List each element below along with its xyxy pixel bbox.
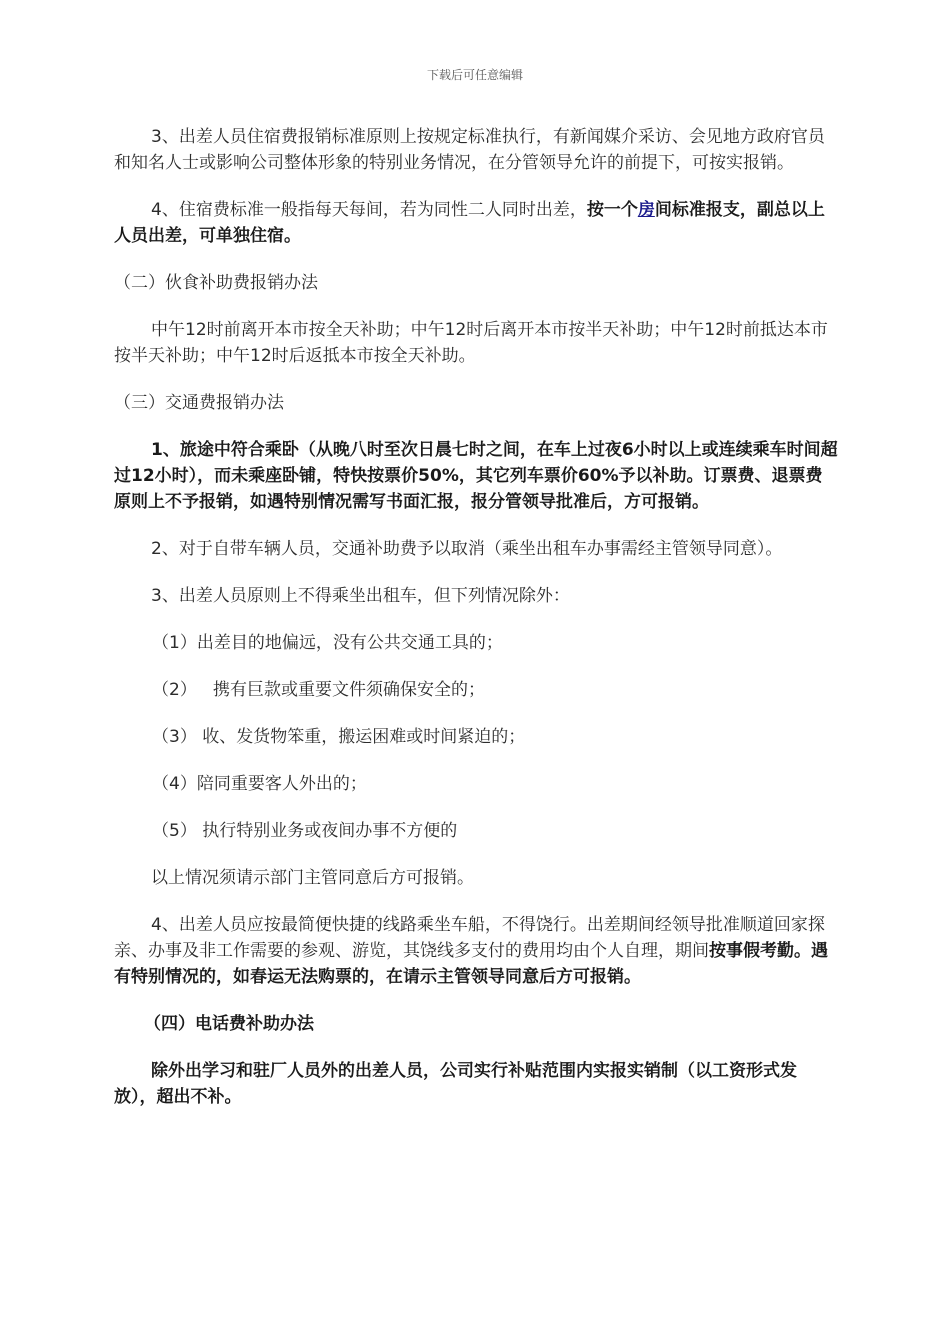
text-run: 除外出学习和驻厂人员外的出差人员，公司实行补贴范围内实报实销制（以工资形式发放），超出不补。 xyxy=(114,1061,797,1107)
text-run: 3、出差人员原则上不得乘坐出租车，但下列情况除外： xyxy=(151,586,570,606)
para-lodging-standard xyxy=(114,124,838,176)
list-item-5 xyxy=(114,818,838,844)
section-heading-meal xyxy=(114,270,838,296)
document-body xyxy=(114,124,838,1110)
para-approval-note xyxy=(114,865,838,891)
text-run: 1、旅途中符合乘卧（从晚八时至次日晨七时之间，在车上过夜6小时以上或连续乘车时间超过12小时），而未乘座卧铺，特快按票价50%，其它列车票价60%予以补助。订票费、退票费原则上不予报销，如遇特别情况需写书面汇报，报分管领导批准后，方可报销。 xyxy=(114,440,838,512)
para-sleeper-subsidy xyxy=(114,437,838,515)
text-run: 按事假考勤。遇有特别情况的，如春运无法购票的，在请示主管领导同意后方可报销。 xyxy=(114,941,828,987)
text-run: 间标准报支，副总以上人员出差，可单独住宿。 xyxy=(114,200,825,246)
text-run: （二）伙食补助费报销办法 xyxy=(114,273,318,293)
text-run: 3、出差人员住宿费报销标准原则上按规定标准执行，有新闻媒介采访、会见地方政府官员和知名人士或影响公司整体形象的特别业务情况，在分管领导允许的前提下，可按实报销。 xyxy=(114,127,825,173)
section-heading-transport xyxy=(114,390,838,416)
text-run: （1）出差目的地偏远，没有公共交通工具的； xyxy=(152,633,503,653)
para-phone-subsidy xyxy=(114,1058,838,1110)
para-route-rule xyxy=(114,912,838,990)
room-link[interactable]: 房 xyxy=(637,200,655,220)
para-lodging-room xyxy=(114,197,838,249)
list-item-4 xyxy=(114,771,838,797)
text-run: （4）陪同重要客人外出的； xyxy=(152,774,367,794)
text-run: （四）电话费补助办法 xyxy=(144,1014,314,1034)
text-run: （2） 携有巨款或重要文件须确保安全的； xyxy=(152,680,486,700)
text-run: 按一个 xyxy=(586,200,638,220)
text-run: 以上情况须请示部门主管同意后方可报销。 xyxy=(151,868,474,888)
text-run: 4、出差人员应按最简便快捷的线路乘坐车船，不得饶行。出差期间经领导批准顺道回家探亲、办事及非工作需要的参观、游览，其饶线多支付的费用均由个人自理，期间 xyxy=(114,915,825,961)
page-header: 下载后可任意编辑 xyxy=(426,68,523,82)
list-item-1 xyxy=(114,630,838,656)
para-own-vehicle xyxy=(114,536,838,562)
text-run: （3） 收、发货物笨重，搬运困难或时间紧迫的； xyxy=(152,727,526,747)
list-item-2 xyxy=(114,677,838,703)
text-run: （三）交通费报销办法 xyxy=(114,393,284,413)
text-run: 4、住宿费标准一般指每天每间，若为同性二人同时出差， xyxy=(151,200,587,220)
para-meal-subsidy xyxy=(114,317,838,369)
para-taxi-rule xyxy=(114,583,838,609)
section-heading-phone xyxy=(114,1011,838,1037)
text-run: 2、对于自带车辆人员，交通补助费予以取消（乘坐出租车办事需经主管领导同意）。 xyxy=(151,539,783,559)
list-item-3 xyxy=(114,724,838,750)
text-run: （5） 执行特别业务或夜间办事不方便的 xyxy=(152,821,458,841)
text-run: 中午12时前离开本市按全天补助；中午12时后离开本市按半天补助；中午12时前抵达本市按半天补助；中午12时后返抵本市按全天补助。 xyxy=(114,320,828,366)
